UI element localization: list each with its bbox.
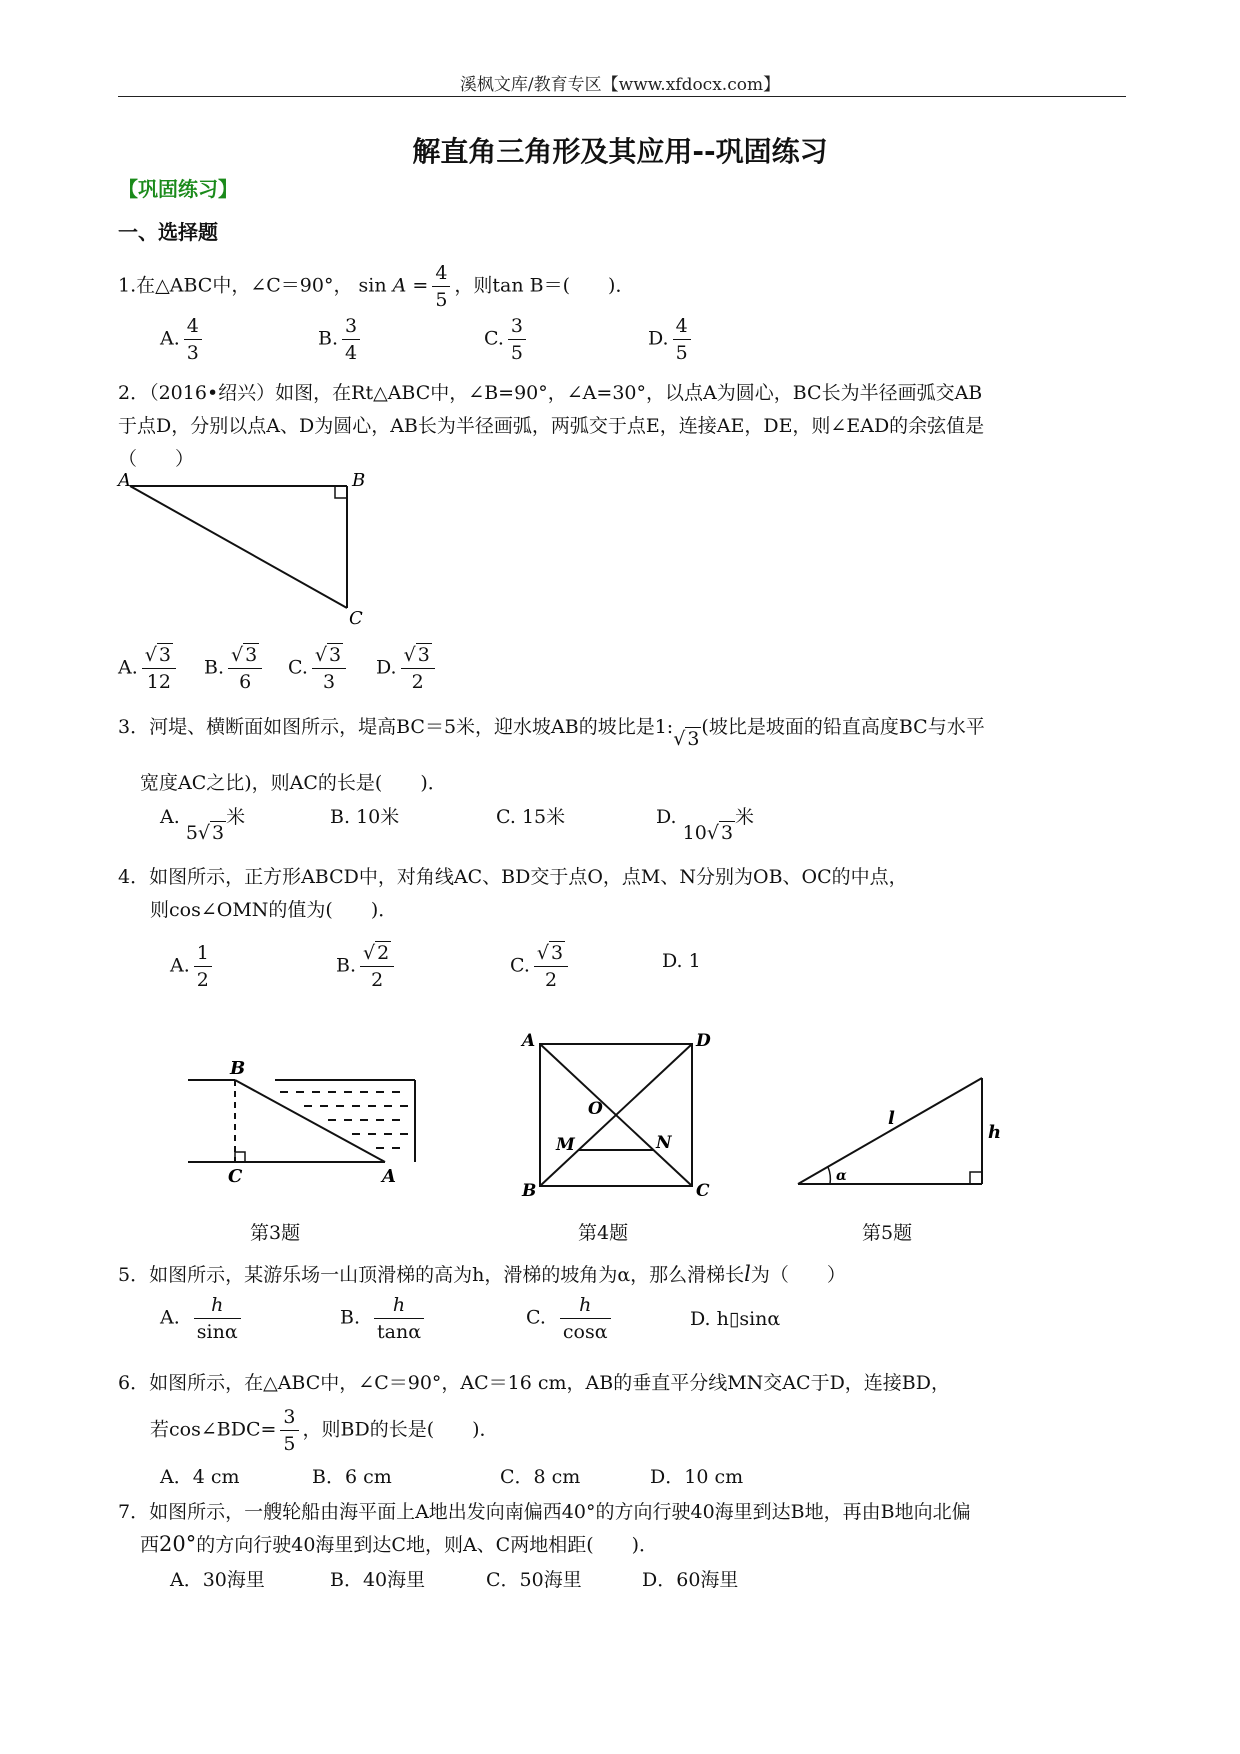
q2-line-1: 2．（2016•绍兴）如图，在Rt△ABC中，∠B=90°，∠A=30°，以点A为圆心，BC长为半径画弧交AB xyxy=(118,382,983,404)
question-1 xyxy=(118,260,634,313)
fig5-slide xyxy=(790,1066,1010,1196)
q4-option-a[interactable]: A. $\frac{1}{2}$ xyxy=(170,940,216,993)
page-title: 解直角三角形及其应用--巩固练习 xyxy=(412,135,828,168)
q7-line-1: 7．如图所示，一艘轮船由海平面上A地出发向南偏西40°的方向行驶40海里到达B地，再由B地向北偏 xyxy=(118,1501,971,1523)
q6-option-a[interactable]: A．4 cm xyxy=(160,1466,240,1488)
fig2-label-b: B xyxy=(352,470,366,491)
q3-line-1: 3．河堤、横断面如图所示，堤高BC＝5米，迎水坡AB的坡比是1:√ 3(坡比是坡面的铅直高度BC与水平 xyxy=(118,716,985,750)
question-5: 5．如图所示，某游乐场一山顶滑梯的高为h，滑梯的坡角为α，那么滑梯长l为（ ） xyxy=(118,1262,846,1286)
q3-option-b[interactable]: B. 10米 xyxy=(330,806,400,828)
q1-sin-label: sin xyxy=(358,274,387,297)
q2-option-c[interactable]: C. $\frac{√ 3}{3}$ xyxy=(288,642,350,695)
q2-figure xyxy=(112,466,372,626)
q4-line-1: 4．如图所示，正方形ABCD中，对角线AC、BD交于点O，点M、N分别为OB、OC的中点， xyxy=(118,866,908,888)
q6-line-1: 6．如图所示，在△ABC中，∠C＝90°，AC＝16 cm，AB的垂直平分线MN交AC于D，连接BD， xyxy=(118,1372,950,1394)
q1-option-b[interactable]: B. $\frac{3}{4}$ xyxy=(318,313,364,366)
fig4-caption: 第4题 xyxy=(578,1222,629,1244)
q1-eq: = xyxy=(412,274,429,297)
q7-option-c[interactable]: C．50海里 xyxy=(486,1569,582,1591)
q5-option-a[interactable]: A. $\frac{h}{\sin\alpha}$ xyxy=(160,1292,245,1345)
q4-option-c[interactable]: C. $\frac{√ 3}{2}$ xyxy=(510,940,572,993)
q1-pre: 1.在△ABC中，∠C＝90°， xyxy=(118,274,353,297)
fig5-label-h: h xyxy=(988,1122,1002,1143)
q3-option-a[interactable]: A. 5√ 3米 xyxy=(160,806,246,844)
q3-line-2: 宽度AC之比)，则AC的长是( )． xyxy=(140,772,447,794)
fig2-label-a: A xyxy=(118,470,131,491)
fig3-label-b: B xyxy=(230,1058,246,1079)
q6-line-2: 若cos∠BDC= $\frac{3}{5}$ ，则BD的长是( )． xyxy=(150,1406,499,1455)
q5-option-c[interactable]: C. $\frac{h}{\cos\alpha}$ xyxy=(526,1292,615,1345)
q6-option-d[interactable]: D．10 cm xyxy=(650,1466,744,1488)
page-header: 溪枫文库/教育专区【www.xfdocx.com】 xyxy=(459,75,781,95)
section-heading: 一、选择题 xyxy=(118,220,218,244)
q2-option-a[interactable]: A. $\frac{√ 3}{12}$ xyxy=(118,642,180,695)
q3-option-c[interactable]: C. 15米 xyxy=(496,806,566,828)
section-tag: 【巩固练习】 xyxy=(118,177,238,201)
fig5-label-l: l xyxy=(888,1108,895,1129)
q1-option-d[interactable]: D. $\frac{4}{5}$ xyxy=(648,313,695,366)
q4-option-d[interactable]: D. 1 xyxy=(662,950,701,972)
fig4-label-d: D xyxy=(696,1031,711,1051)
q7-option-d[interactable]: D．60海里 xyxy=(642,1569,739,1591)
q1-option-c[interactable]: C. $\frac{3}{5}$ xyxy=(484,313,530,366)
fig2-label-c: C xyxy=(349,608,363,626)
q5-option-b[interactable]: B. $\frac{h}{\tan\alpha}$ xyxy=(340,1292,428,1345)
q2-option-b[interactable]: B. $\frac{√ 3}{6}$ xyxy=(204,642,266,695)
fig3-label-a: A xyxy=(382,1166,396,1187)
fig4-label-c: C xyxy=(696,1181,710,1200)
fig4-label-n: N xyxy=(656,1133,672,1153)
q2-line-2: 于点D，分别以点A、D为圆心，AB长为半径画弧，两弧交于点E，连接AE，DE，则∠EAD的余弦值是 xyxy=(118,415,985,437)
q2-option-d[interactable]: D. $\frac{√ 3}{2}$ xyxy=(376,642,439,695)
header-rule xyxy=(118,96,1126,97)
q1-post: ，则tan B＝( )． xyxy=(454,274,635,297)
fig3-label-c: C xyxy=(228,1166,243,1187)
q4-option-b[interactable]: B. $\frac{√ 2}{2}$ xyxy=(336,940,398,993)
q1-option-a[interactable]: A. $\frac{4}{3}$ xyxy=(160,313,206,366)
fig5-caption: 第5题 xyxy=(862,1222,913,1244)
q6-option-b[interactable]: B．6 cm xyxy=(312,1466,392,1488)
fig5-label-alpha: α xyxy=(836,1168,847,1184)
fig4-square xyxy=(518,1030,718,1200)
fig4-label-a: A xyxy=(522,1031,536,1051)
q5-option-d[interactable]: D. h▯sinα xyxy=(690,1308,781,1330)
fig4-label-m: M xyxy=(556,1135,575,1155)
q1-var-a: A xyxy=(392,274,407,297)
q4-line-2: 则cos∠OMN的值为( )． xyxy=(150,899,398,921)
q7-option-a[interactable]: A．30海里 xyxy=(170,1569,265,1591)
q3-option-d[interactable]: D. 10√ 3米 xyxy=(656,806,755,844)
q2-line-3: （ ） xyxy=(118,448,195,470)
fig3-caption: 第3题 xyxy=(250,1222,301,1244)
fig3-embankment xyxy=(180,1050,430,1190)
fig4-label-b: B xyxy=(522,1181,537,1200)
fig4-label-o: O xyxy=(588,1099,603,1119)
q1-fraction: $\frac{4}{5}$ xyxy=(432,260,450,313)
q7-option-b[interactable]: B．40海里 xyxy=(330,1569,426,1591)
q6-option-c[interactable]: C．8 cm xyxy=(500,1466,581,1488)
q7-line-2: 西20°的方向行驶40海里到达C地，则A、C两地相距( )． xyxy=(140,1532,659,1556)
